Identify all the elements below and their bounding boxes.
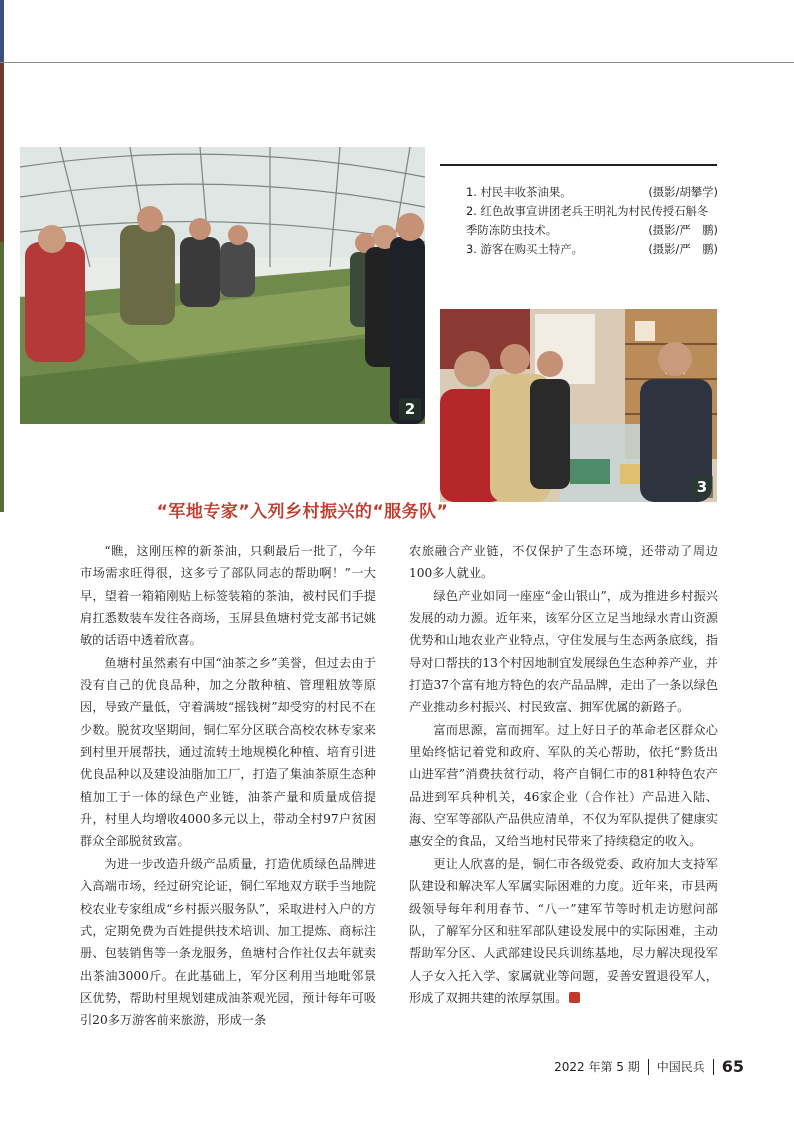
photo-shop [440,309,717,502]
magazine-name: 中国民兵 [656,1060,705,1074]
article-paragraph: “瞧，这刚压榨的新茶油，只剩最后一批了，今年市场需求旺得很，这多亏了部队同志的帮助啊！”一大早，望着一箱箱刚贴上标签装箱的茶油，被村民们手提肩扛悉数装车发往各商场，玉屏县鱼塘村党支部书记姚敏的话语中透着欣喜。 [80,544,376,648]
caption-line: 1. 村民丰收茶油果。 (摄影/胡攀学) [466,185,718,199]
left-edge-strip [0,242,4,512]
caption-line: 季防冻防虫技术。 (摄影/严 鹏) [466,223,718,237]
article-end-mark-icon [569,992,580,1003]
header-rule [0,62,794,63]
article-headline: “军地专家”入列乡村振兴的“服务队” [156,502,449,522]
left-edge-strip [0,62,4,242]
caption-line: 2. 红色故事宣讲团老兵王明礼为村民传授石斛冬 [466,204,709,218]
photo-greenhouse [20,147,425,424]
article-paragraph-last: 更让人欣喜的是，铜仁市各级党委、政府加大支持军队建设和解决军人军属实际困难的力度。近年来，市县两级领导每年利用春节、“八一”建军节等时机走访慰问部队，了解军分区和驻军部队建设发展中的实际困难，主动帮助军分区、人武部建设民兵训练基地，尽力解决现役军人子女入托入学、家属就业等问题，妥善安置退役军人，形成了双拥共建的浓厚氛围。 [409,856,718,1005]
article-paragraph: 富而思源，富而拥军。过上好日子的革命老区群众心里始终惦记着党和政府、军队的关心帮助，依托“黔货出山进军营”消费扶贫行动，将产自铜仁市的81种特色农产品进到军兵种机关，46家企业（合作社）产品进入陆、海、空军等部队产品供应清单，不仅为军队提供了健康实惠安全的食品，又给当地村民带来了持续稳定的收入。 [409,722,718,849]
article-paragraph: 农旅融合产业链，不仅保护了生态环境，还带动了周边100多人就业。 [409,544,718,581]
caption-line: 3. 游客在购买土特产。 (摄影/严 鹏) [466,242,718,256]
article-paragraph: 为进一步改造升级产品质量，打造优质绿色品牌进入高端市场，经过研究论证，铜仁军地双方联手当地院校农业专家组成“乡村振兴服务队”，采取进村入户的方式，定期免费为百姓提供技术培训、加工提炼、商标注册、包装销售等一条龙服务，鱼塘村合作社仅去年就卖出茶油3000斤。在此基础上，军分区利用当地毗邻景区优势，帮助村里规划建成油茶观光园，预计每年可吸引20多万游客前来旅游，形成一条 [80,856,376,1028]
photo-number-badge: 2 [399,398,421,420]
left-edge-strip [0,0,4,62]
footer-divider [648,1059,649,1075]
article-paragraph: 绿色产业如同一座座“金山银山”，成为推进乡村振兴发展的动力源。近年来，该军分区立足当地绿水青山资源优势和山地农业产业特点，守住发展与生态两条底线，指导对口帮扶的13个村因地制宜发展绿色生态种养产业，并打造37个富有地方特色的农产品品牌，走出了一条以绿色产业推动乡村振兴、村民致富、拥军优属的新路子。 [409,588,718,715]
photo-captions [466,183,718,259]
page-number: 65 [721,1057,744,1076]
article-column-right [409,540,718,1009]
issue-label: 2022 年第 5 期 [554,1060,640,1074]
caption-rule [440,164,717,166]
footer-divider [713,1059,714,1075]
photo-number-badge: 3 [691,476,713,498]
article-paragraph: 鱼塘村虽然素有中国“油茶之乡”美誉，但过去由于没有自己的优良品种，加之分散种植、管理粗放等原因，导致产量低，守着满坡“摇钱树”却受穷的村民不在少数。脱贫攻坚期间，铜仁军分区联合高校农林专家来到村里开展帮扶，通过流转土地规模化种植、培育引进优良品种以及建设油脂加工厂，打造了集油茶原生态种植加工于一体的绿色产业链，油茶产量和质量成倍提升，村里人均增收4000多元以上，带动全村97户贫困群众全部脱贫致富。 [80,655,376,849]
page-footer [554,1057,744,1076]
article-column-left [80,540,376,1032]
